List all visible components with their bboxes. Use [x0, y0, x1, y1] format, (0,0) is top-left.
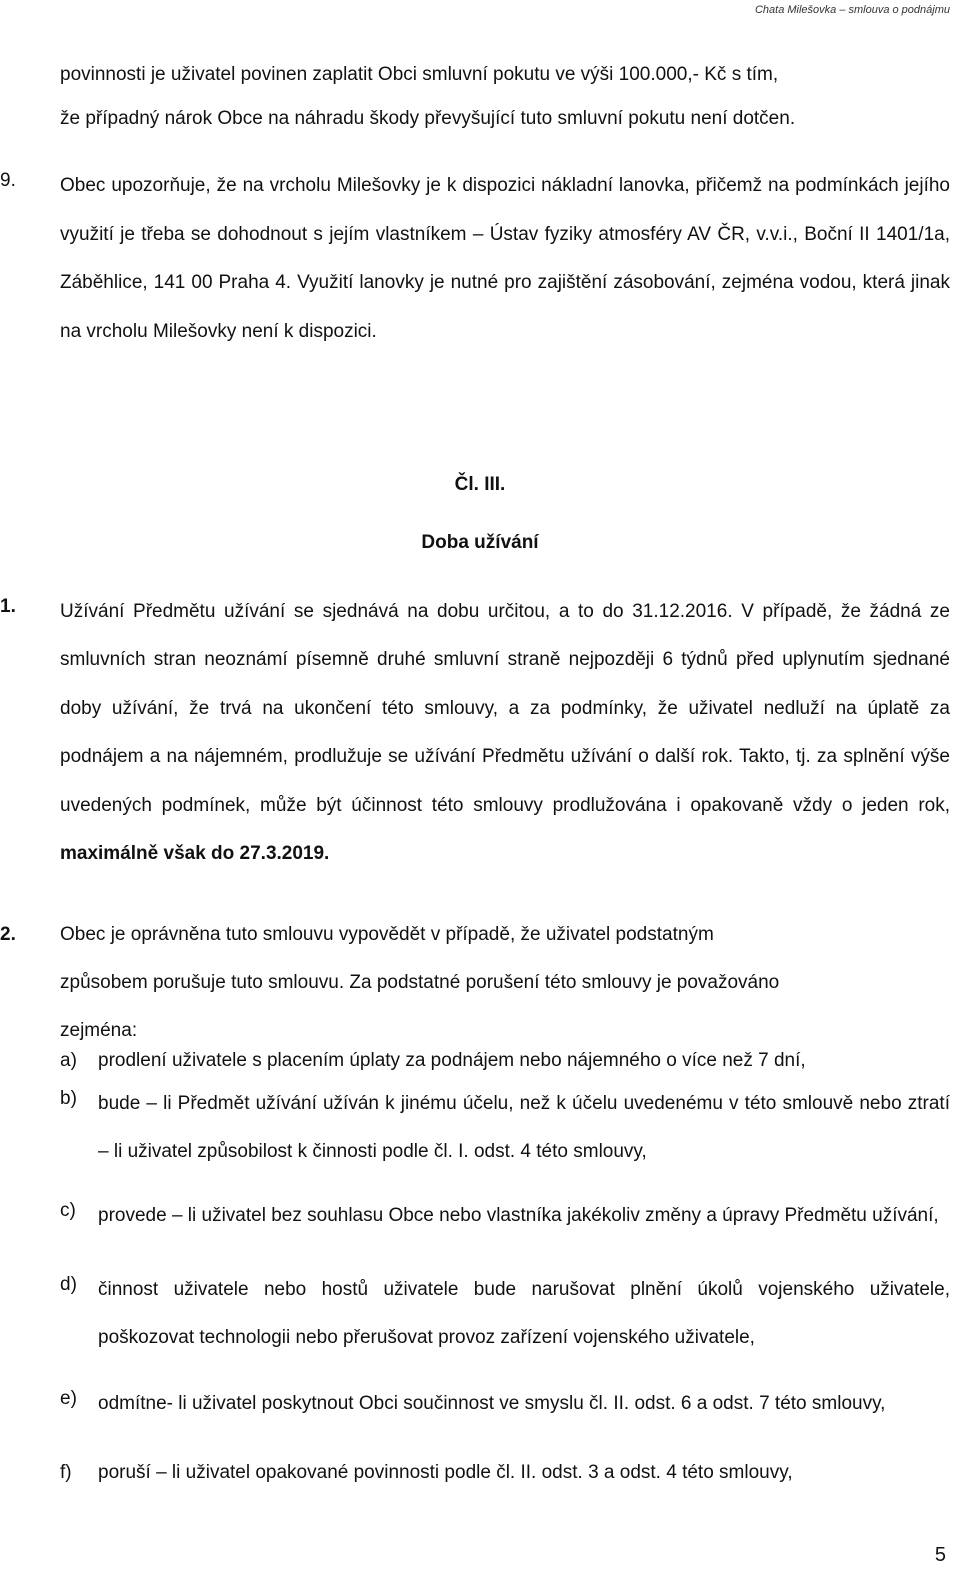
clause-1-bold-end: maximálně však do 27.3.2019. [60, 843, 330, 865]
clause-2-number: 2. [0, 924, 16, 945]
item-f-text: poruší – li uživatel opakované povinnosti podle čl. II. odst. 3 a odst. 4 této smlouvy, [98, 1462, 793, 1483]
item-d-text: činnost uživatele nebo hostů uživatele bude narušovat plnění úkolů vojenského uživatele, poškozovat technologii nebo přerušovat provoz zařízení vojenského uživatele, [98, 1279, 950, 1348]
item-9-text: Obec upozorňuje, že na vrcholu Milešovky je k dispozici nákladní lanovka, přičemž na podmínkách jejího využití je třeba se dohodnout s jejím vlastníkem – Ústav fyziky atmosféry AV ČR, v.v.i., Boční II 1401/1a, Záběhlice, 141 00 Praha 4. Využití lanovky je nutné pro zajištění zásobování, zejména vodou, která jinak na vrcholu Milešovky není k dispozici. [60, 175, 950, 342]
page-number: 5 [934, 1544, 946, 1566]
item-f-letter: f) [60, 1462, 72, 1483]
clause-2-line-1: Obec je oprávněna tuto smlouvu vypovědět v případě, že uživatel podstatným [60, 924, 714, 945]
item-a-letter: a) [60, 1050, 77, 1071]
clause-2-line-3: zejména: [60, 1020, 138, 1041]
item-a-text: prodlení uživatele s placením úplaty za podnájem nebo nájemného o více než 7 dní, [98, 1050, 806, 1071]
item-b-letter: b) [60, 1088, 77, 1109]
clause-1-body: Užívání Předmětu užívání se sjednává na dobu určitou, a to do 31.12.2016. V případě, že žádná ze smluvních stran neoznámí písemně druhé smluvní straně nejpozději 6 týdnů před uplynutím sjednané doby užívání, že trvá na ukončení této smlouvy, a za podmínky, že uživatel nedluží na úplatě za podnájem a na nájemném, prodlužuje se užívání Předmětu užívání o další rok. Takto, tj. za splnění výše uvedených podmínek, může být účinnost této smlouvy prodlužována i opakovaně vždy o jeden rok, [60, 601, 950, 816]
article-number: Čl. III. [454, 474, 506, 495]
intro-line-2: že případný nárok Obce na náhradu škody převyšující tuto smluvní pokutu není dotčen. [60, 108, 796, 129]
running-header: Chata Milešovka – smlouva o podnájmu [754, 4, 950, 16]
item-9-number: 9. [0, 170, 16, 191]
item-e-letter: e) [60, 1388, 77, 1409]
clause-1-number: 1. [0, 596, 16, 617]
item-b-text: bude – li Předmět užívání užíván k jinému účelu, než k účelu uvedenému v této smlouvě nebo ztratí – li uživatel způsobilost k činnosti podle čl. I. odst. 4 této smlouvy, [98, 1093, 950, 1162]
intro-line-1: povinnosti je uživatel povinen zaplatit Obci smluvní pokutu ve výši 100.000,- Kč s tím, [60, 64, 779, 85]
item-c-text: provede – li uživatel bez souhlasu Obce nebo vlastníka jakékoliv změny a úpravy Předmětu užívání, [98, 1205, 939, 1226]
item-c-letter: c) [60, 1200, 76, 1221]
item-e-text: odmítne- li uživatel poskytnout Obci součinnost ve smyslu čl. II. odst. 6 a odst. 7 této smlouvy, [98, 1393, 886, 1414]
clause-2-line-2: způsobem porušuje tuto smlouvu. Za podstatné porušení této smlouvy je považováno [60, 972, 780, 993]
item-d-letter: d) [60, 1274, 77, 1295]
article-title: Doba užívání [421, 532, 539, 553]
clause-1-text [60, 588, 950, 878]
